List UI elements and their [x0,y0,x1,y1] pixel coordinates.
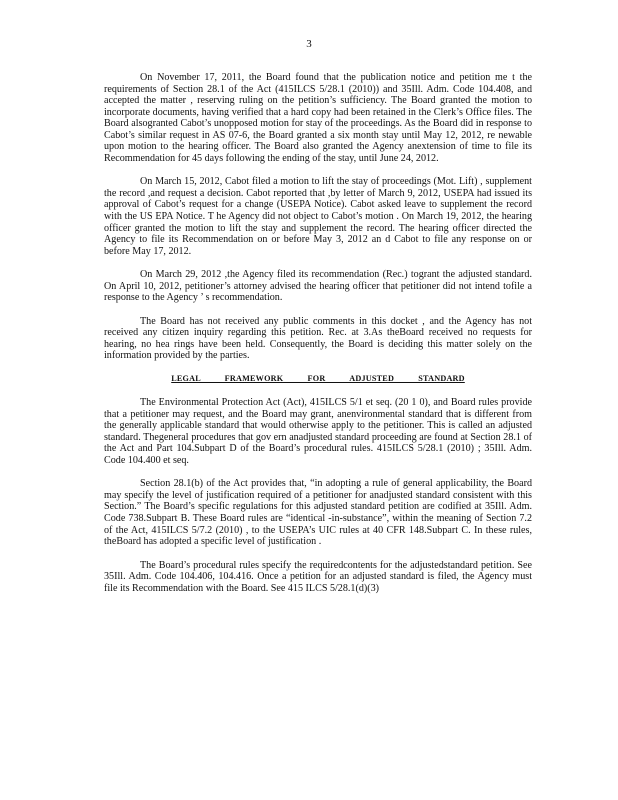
page-number: 3 [306,38,312,50]
paragraph-legal-framework-2: Section 28.1(b) of the Act provides that, “in adopting a rule of general applicability, the Board may specify the level of justification required of a petitioner for anadjusted standard consistent with this Section.” The Board’s specific regulations for this adjusted standard petition are codified at 35Ill. Adm. Code 738.Subpart B. These Board rules are “identical -in-substance”, within the meaning of Section 7.2 of the Act, 415ILCS 5/7.2 (2010) , to the USEPA’s UIC rules at 40 CFR 148.Subpart C. In these rules, theBoard has adopted a specific level of justification . [104,478,532,548]
paragraph-procedural-history-1: On November 17, 2011, the Board found that the publication notice and petition me t the requirements of Section 28.1 of the Act (415ILCS 5/28.1 (2010)) and 35Ill. Adm. Code 104.408, and accepted the matter , reserving ruling on the petition’s sufficiency. The Board granted the motion to incorporate documents, having verified that a hard copy had been retained in the Clerk’s Office files. The Board alsogranted Cabot’s unopposed motion for stay of the proceedings. As the Board did in response to Cabot’s similar request in AS 07-6, the Board granted a six month stay until May 12, 2012, re newable upon motion to the hearing officer. The Board also granted the Agency anextension of time to file its Recommendation for 45 days following the ending of the stay, until June 24, 2012. [104,72,532,164]
paragraph-legal-framework-1: The Environmental Protection Act (Act), 415ILCS 5/1 et seq. (20 1 0), and Board rules provide that a petitioner may request, and the Board may grant, anenvironmental standard that is different from the generally applicable standard that would otherwise apply to the petitioner. This is called an adjusted standard. Thegeneral procedures that gov ern anadjusted standard proceeding are found at Section 28.1 of the Act and Part 104.Subpart D of the Board’s procedural rules. 415ILCS 5/28.1 (2010) ; 35Ill. Adm. Code 104.400 et seq. [104,397,532,466]
document-body [104,72,532,606]
paragraph-procedural-history-3: On March 29, 2012 ,the Agency filed its recommendation (Rec.) togrant the adjusted standard. On April 10, 2012, petitioner’s attorney advised the hearing officer that petitioner did not intend tofile a response to the Agency ’ s recommendation. [104,269,532,304]
paragraph-procedural-history-4: The Board has not received any public comments in this docket , and the Agency has not received any citizen inquiry regarding this petition. Rec. at 3.As theBoard received no requests for hearing, no hea rings have been held. Consequently, the Board is deciding this matter solely on the information provided by the parties. [104,315,532,362]
section-heading: LEGAL FRAMEWORK FOR ADJUSTED STANDARD [171,374,465,384]
paragraph-procedural-history-2: On March 15, 2012, Cabot filed a motion to lift the stay of proceedings (Mot. Lift) , supplement the record ,and request a decision. Cabot reported that ,by letter of March 9, 2012, USEPA had issued its approval of Cabot’s request for a change (USEPA Notice). Cabot asked leave to supplement the record with the US EPA Notice. T he Agency did not object to Cabot’s motion . On March 19, 2012, the hearing officer granted the motion to lift the stay and supplement the record. The hearing officer directed the Agency to file its Recommendation on or before May 3, 2012 an d Cabot to file any response on or before May 17, 2012. [104,176,532,257]
paragraph-legal-framework-3: The Board’s procedural rules specify the requiredcontents for the adjustedstandard petition. See 35Ill. Adm. Code 104.406, 104.416. Once a petition for an adjusted standard is filed, the Agency must file its Recommendation with the Board. See 415 ILCS 5/28.1(d)(3) [104,559,532,594]
